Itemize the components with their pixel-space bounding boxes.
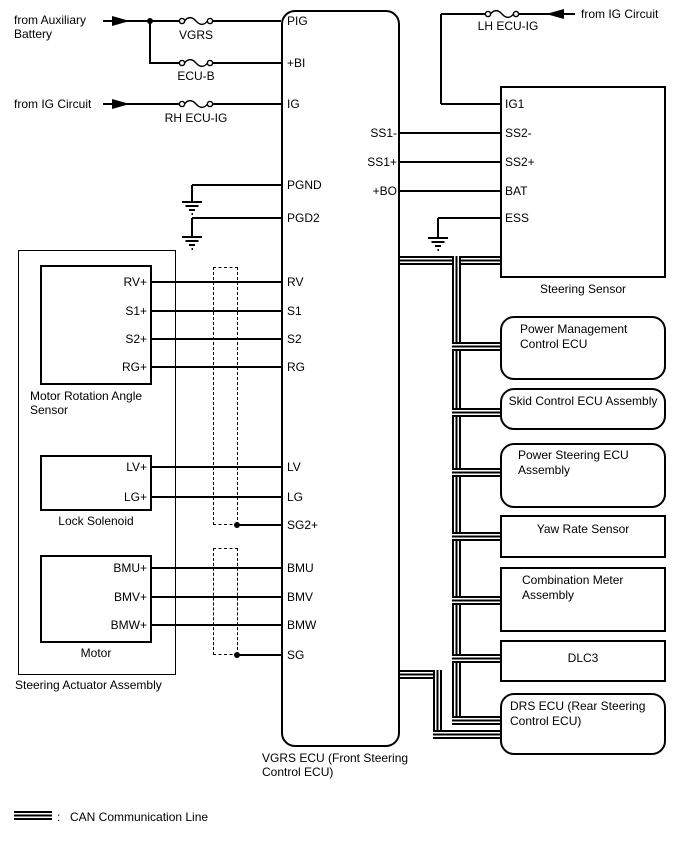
fuse-label-rh-ecu-ig: RH ECU-IG bbox=[164, 111, 228, 125]
yaw-rate-sensor-box bbox=[500, 515, 666, 558]
fuse-icon bbox=[178, 98, 214, 110]
actuator-assembly-caption: Steering Actuator Assembly bbox=[15, 678, 162, 692]
pin-bmw-plus: BMW+ bbox=[110, 618, 147, 632]
steering-sensor-box bbox=[500, 86, 666, 278]
node-label: Control ECU) bbox=[510, 714, 582, 728]
fuse-icon bbox=[178, 15, 214, 27]
node-label: DLC3 bbox=[567, 651, 599, 665]
pin-bmu-plus: BMU+ bbox=[113, 561, 147, 575]
node-label: Control ECU bbox=[520, 337, 588, 351]
pin-rg-plus: RG+ bbox=[121, 360, 147, 374]
fuse-label-vgrs: VGRS bbox=[178, 28, 214, 42]
wire-segment bbox=[191, 218, 193, 236]
pin-bi: +BI bbox=[287, 56, 306, 70]
wire-segment bbox=[237, 524, 281, 526]
pin-bo: +BO bbox=[372, 184, 397, 198]
node-label: Power Management bbox=[520, 322, 628, 336]
steering-sensor-caption: Steering Sensor bbox=[539, 282, 627, 296]
pin-ss1-minus: SS1- bbox=[370, 126, 397, 140]
pin-s2: S2 bbox=[287, 332, 302, 346]
pin-pgnd: PGND bbox=[287, 178, 322, 192]
pin-ig: IG bbox=[287, 97, 300, 111]
wire-segment bbox=[400, 132, 500, 134]
shield-dashed-box bbox=[213, 548, 238, 655]
pin-sg: SG bbox=[287, 648, 305, 662]
arrow-left-icon bbox=[546, 9, 564, 19]
ground-icon bbox=[427, 236, 449, 251]
wire-segment bbox=[191, 185, 193, 201]
fuse-label-ecub: ECU-B bbox=[177, 69, 215, 83]
can-legend-sample bbox=[14, 811, 52, 820]
combination-meter-assembly-box bbox=[500, 567, 666, 632]
pin-sg2: SG2+ bbox=[287, 518, 319, 532]
node-label: Assembly bbox=[522, 588, 575, 602]
wire-segment bbox=[438, 217, 500, 219]
wire-segment bbox=[440, 14, 442, 104]
can-line-segment bbox=[433, 730, 500, 739]
pin-bmu: BMU bbox=[287, 561, 314, 575]
drs-ecu-box bbox=[500, 693, 666, 755]
pin-lg-plus: LG+ bbox=[123, 490, 147, 504]
motor-caption: Motor bbox=[80, 646, 112, 660]
wire-segment bbox=[192, 217, 281, 219]
node-label: DRS ECU (Rear Steering bbox=[510, 699, 646, 713]
wire-segment bbox=[437, 218, 439, 237]
pin-rv-plus: RV+ bbox=[123, 275, 147, 289]
arrow-right-icon bbox=[112, 99, 130, 109]
junction-dot bbox=[234, 652, 240, 658]
node-label: Assembly bbox=[518, 463, 571, 477]
mras-caption: Motor Rotation Angle Sensor bbox=[30, 389, 143, 417]
vgrs-ecu-box bbox=[281, 10, 400, 747]
dlc3-box bbox=[500, 640, 666, 682]
node-label: Yaw Rate Sensor bbox=[536, 522, 630, 536]
node-label: Combination Meter bbox=[522, 573, 624, 587]
fuse-icon bbox=[178, 57, 214, 69]
can-legend-separator: : bbox=[57, 810, 61, 824]
wire-segment bbox=[192, 184, 281, 186]
lock-solenoid-caption: Lock Solenoid bbox=[58, 514, 134, 528]
pin-bat: BAT bbox=[505, 184, 528, 198]
pin-s1: S1 bbox=[287, 304, 302, 318]
power-steering-ecu-assembly-box bbox=[500, 443, 666, 508]
pin-ess: ESS bbox=[505, 211, 530, 225]
can-line-segment bbox=[433, 670, 442, 738]
can-line-segment bbox=[400, 256, 500, 265]
wire-segment bbox=[514, 13, 575, 15]
pin-bmw: BMW bbox=[287, 618, 317, 632]
wire-segment bbox=[400, 161, 500, 163]
pin-ss2-minus: SS2- bbox=[505, 126, 532, 140]
pin-ig1: IG1 bbox=[505, 97, 525, 111]
ground-icon bbox=[181, 235, 203, 250]
junction-dot bbox=[234, 522, 240, 528]
shield-dashed-box bbox=[213, 267, 238, 525]
node-label: Skid Control ECU Assembly bbox=[508, 394, 658, 408]
pin-pgd2: PGD2 bbox=[287, 211, 320, 225]
pin-s1-plus: S1+ bbox=[125, 304, 147, 318]
pin-rv: RV bbox=[287, 275, 304, 289]
arrow-right-icon bbox=[112, 16, 130, 26]
wire-segment bbox=[211, 62, 281, 64]
pin-s2-plus: S2+ bbox=[125, 332, 147, 346]
wire-segment bbox=[237, 654, 281, 656]
pin-lv-plus: LV+ bbox=[126, 460, 147, 474]
vgrs-ecu-caption: VGRS ECU (Front Steering Control ECU) bbox=[262, 751, 409, 779]
can-line-segment bbox=[452, 468, 500, 477]
power-management-control-ecu-box bbox=[500, 316, 666, 380]
wire-segment bbox=[151, 62, 181, 64]
pin-lg: LG bbox=[287, 490, 304, 504]
pin-lv: LV bbox=[287, 460, 301, 474]
wire-segment bbox=[211, 103, 281, 105]
node-label: Power Steering ECU bbox=[518, 448, 629, 462]
wire-segment bbox=[441, 103, 500, 105]
wire-segment bbox=[149, 21, 151, 64]
junction-dot bbox=[147, 18, 153, 24]
pin-pig: PIG bbox=[287, 14, 308, 28]
ground-icon bbox=[181, 200, 203, 215]
wire-segment bbox=[400, 190, 500, 192]
can-line-segment bbox=[452, 532, 500, 541]
can-line-segment bbox=[452, 408, 500, 417]
pin-bmv-plus: BMV+ bbox=[113, 590, 147, 604]
can-line-segment bbox=[452, 596, 500, 605]
can-line-segment bbox=[452, 716, 500, 725]
wire-segment bbox=[441, 13, 486, 15]
aux-battery-label: from Auxiliary Battery bbox=[14, 13, 87, 41]
pin-ss1-plus: SS1+ bbox=[367, 155, 397, 169]
skid-control-ecu-assembly-box bbox=[500, 388, 666, 430]
can-legend-label: CAN Communication Line bbox=[70, 810, 209, 824]
wire-segment bbox=[211, 20, 281, 22]
ig-circuit-left-label: from IG Circuit bbox=[14, 97, 92, 111]
ig-circuit-right-label: from IG Circuit bbox=[581, 7, 659, 21]
pin-bmv: BMV bbox=[287, 590, 314, 604]
pin-rg: RG bbox=[287, 360, 305, 374]
fuse-label-lh-ecu-ig: LH ECU-IG bbox=[477, 19, 539, 33]
can-line-segment bbox=[452, 342, 500, 351]
pin-ss2-plus: SS2+ bbox=[505, 155, 535, 169]
can-line-segment bbox=[452, 654, 500, 663]
